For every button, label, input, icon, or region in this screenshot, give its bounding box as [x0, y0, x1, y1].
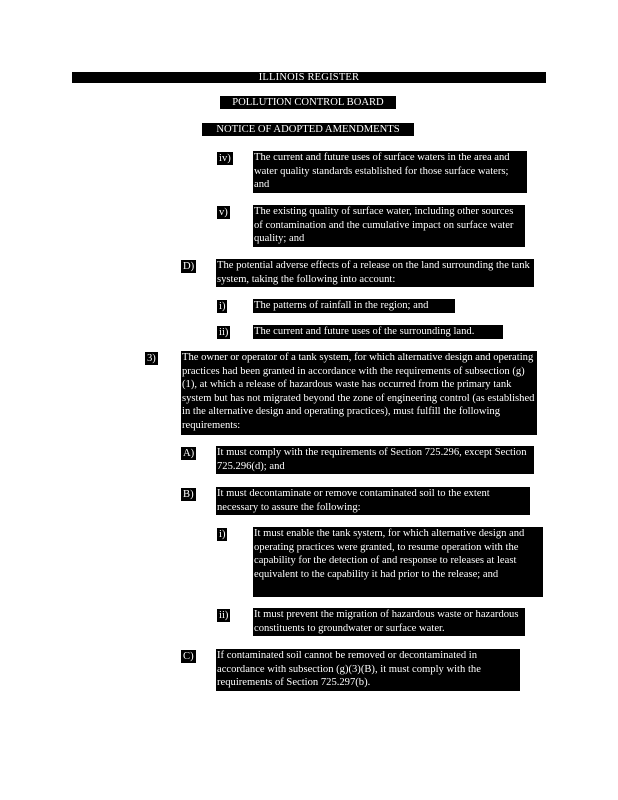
- item-label-3: 3): [147, 353, 156, 364]
- item-text-C: If contaminated soil cannot be removed or decontaminated in accordance with subsection (g)(3)(B), it must comply with the requirements of Section 725.297(b).: [216, 649, 520, 691]
- item-text-iv: The current and future uses of surface waters in the area and water quality standards established for those surface waters; and: [253, 151, 527, 193]
- item-label-v: v): [219, 207, 228, 218]
- item-text-D: The potential adverse effects of a release on the land surrounding the tank system, taking the following into account:: [216, 259, 534, 287]
- item-label-B-ii: ii): [219, 610, 229, 621]
- item-label-iv: iv): [219, 153, 231, 164]
- register-header-bar: [72, 72, 546, 83]
- item-text-B-i: It must enable the tank system, for which alternative design and operating practices were granted, to resume operation with the capability for the detection of and response to releases at least equivalent to the capability it had prior to the release; and: [253, 527, 543, 597]
- item-label-D-ii: ii): [219, 327, 229, 338]
- register-title: ILLINOIS REGISTER: [258, 72, 360, 83]
- item-text-B-ii: It must prevent the migration of hazardous waste or hazardous constituents to groundwater or surface water.: [253, 608, 525, 636]
- item-text-B: It must decontaminate or remove contaminated soil to the extent necessary to assure the following:: [216, 487, 530, 515]
- agency-title: POLLUTION CONTROL BOARD: [220, 96, 396, 109]
- item-label-C: C): [183, 651, 194, 662]
- notice-title: NOTICE OF ADOPTED AMENDMENTS: [202, 123, 414, 136]
- item-text-v: The existing quality of surface water, including other sources of contamination and the cumulative impact on surface water quality; and: [253, 205, 525, 247]
- item-label-D-i: i): [219, 301, 226, 312]
- item-text-D-ii: The current and future uses of the surrounding land.: [253, 325, 503, 339]
- item-text-D-i: The patterns of rainfall in the region; and: [253, 299, 455, 313]
- item-text-3: The owner or operator of a tank system, for which alternative design and operating practices had been granted in accordance with the requirements of subsection (g)(1), at which a release of hazardous waste has occurred from the primary tank system but has not migrated beyond the zone of engineering control (as established in the alternative design and operating practices), must fulfill the following requirements:: [181, 351, 537, 435]
- item-label-A: A): [183, 448, 195, 459]
- item-label-B-i: i): [219, 529, 226, 540]
- item-label-D: D): [183, 261, 195, 272]
- item-text-A: It must comply with the requirements of Section 725.296, except Section 725.296(d); and: [216, 446, 534, 474]
- item-label-B: B): [183, 489, 194, 500]
